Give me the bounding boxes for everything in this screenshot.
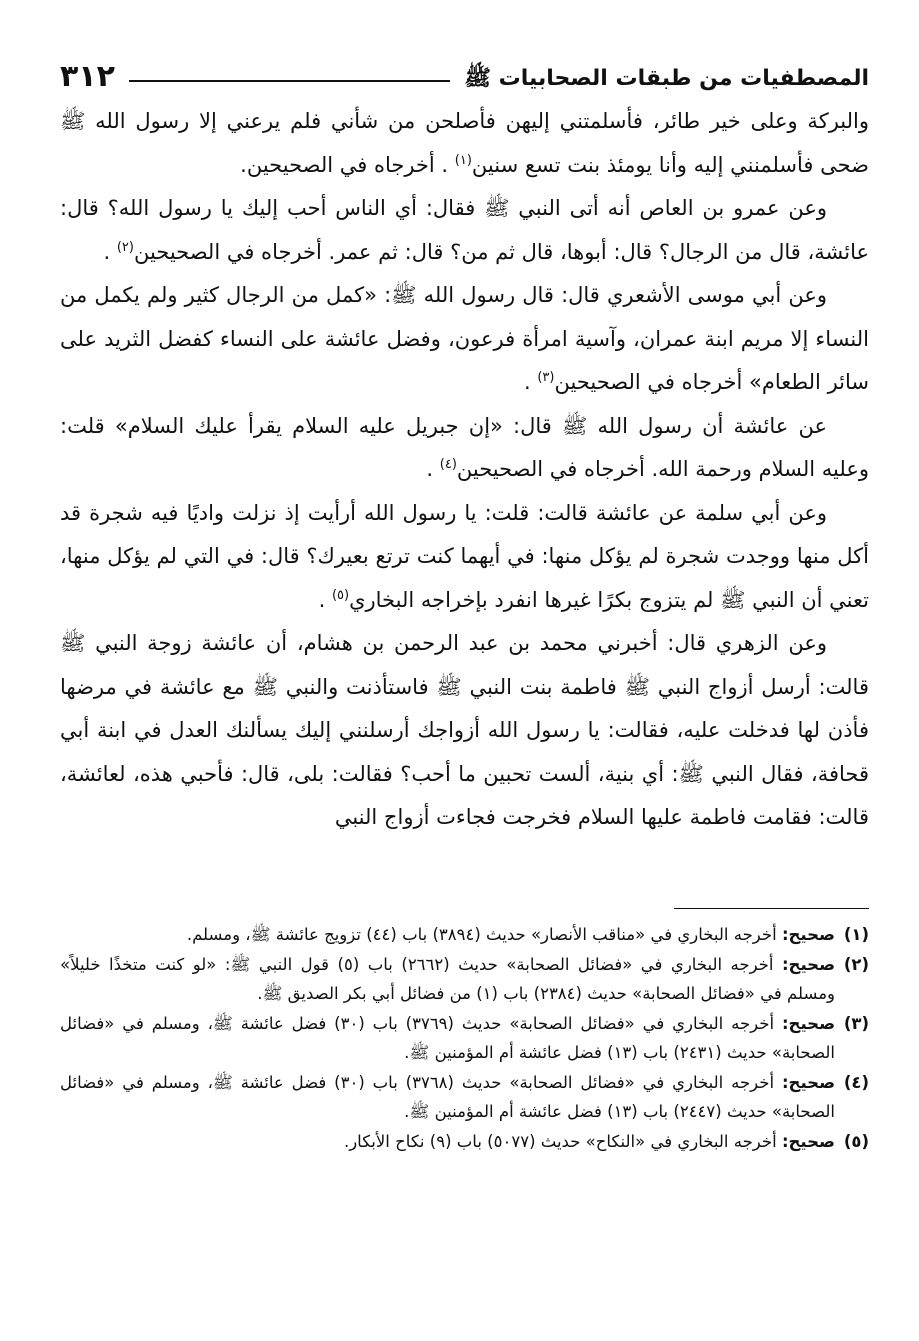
footnote-text: أخرجه البخاري في «مناقب الأنصار» حديث (٣٨٩٤) باب (٤٤) تزويج عائشة ﷺ، ومسلم. <box>186 925 777 944</box>
footnote-separator <box>674 908 869 909</box>
footnote-grade: صحيح: <box>781 1131 835 1151</box>
footnote-grade: صحيح: <box>781 1013 836 1033</box>
footnote-item <box>60 1009 869 1068</box>
footnote-item <box>60 950 869 1009</box>
footnote-number: (٣) <box>843 1013 869 1033</box>
footnote-number: (١) <box>843 925 869 944</box>
footnote-ref: (١) <box>454 152 472 168</box>
paragraph: وعن الزهري قال: أخبرني محمد بن عبد الرحمن بن هشام، أن عائشة زوجة النبي ﷺ قالت: أرسل أزواج النبي ﷺ فاطمة بنت النبي ﷺ فاستأذنت والنبي ﷺ مع عائشة في مرضها فأذن لها فدخلت عليه، فقالت: يا رسول الله أزواجك أرسلنني إليك يسألنك العدل في ابنة أبي قحافة، فقال النبي ﷺ: أي بنية، ألست تحبين ما أحب؟ فقالت: بلى، قال: فأحبي هذه، لعائشة، قالت: فقامت فاطمة عليها السلام فخرجت فجاءت أزواج النبي <box>60 631 869 829</box>
paragraph: وعن أبي موسى الأشعري قال: قال رسول الله ﷺ: «كمل من الرجال كثير ولم يكمل من النساء إلا مريم ابنة عمران، وآسية امرأة فرعون، وفضل عائشة على النساء كفضل الثريد على سائر الطعام» أخرجاه في الصحيحين$^{(٣)}$ . <box>60 283 869 394</box>
running-title: المصطفيات من طبقات الصحابيات ﷺ <box>464 66 869 91</box>
page-header <box>60 48 869 92</box>
footnote-grade: صحيح: <box>781 954 836 974</box>
footnote-ref: (٣) <box>537 370 555 385</box>
paragraph: والبركة وعلى خير طائر، فأسلمتني إليهن فأصلحن من شأني فلم يرعني إلا رسول الله ﷺ ضحى فأسلمنني إليه وأنا يومئذ بنت تسع سنين$^{(١)}$ . أخرجاه في الصحيحين. <box>60 109 869 177</box>
footnote-item <box>60 1127 869 1157</box>
page-number: ٣١٢ <box>60 59 115 94</box>
main-text <box>60 100 869 840</box>
footnote-grade: صحيح: <box>781 925 835 944</box>
footnote-item <box>60 920 869 950</box>
header-rule <box>129 80 450 82</box>
footnote-text: أخرجه البخاري في «فضائل الصحابة» حديث (٣٧٦٨) باب (٣٠) فضل عائشة ﷺ، ومسلم في «فضائل الصحابة» حديث (٢٤٤٧) باب (١٣) فضل عائشة أم المؤمنين ﷺ. <box>60 1072 835 1121</box>
footnote-grade: صحيح: <box>781 1072 836 1092</box>
paragraph: وعن عمرو بن العاص أنه أتى النبي ﷺ فقال: أي الناس أحب إليك يا رسول الله؟ قال: عائشة، قال من الرجال؟ قال: أبوها، قال ثم من؟ قال: ثم عمر. أخرجاه في الصحيحين$^{(٢)}$ . <box>60 196 869 264</box>
footnote-text: أخرجه البخاري في «فضائل الصحابة» حديث (٣٧٦٩) باب (٣٠) فضل عائشة ﷺ، ومسلم في «فضائل الصحابة» حديث (٢٤٣١) باب (١٣) فضل عائشة أم المؤمنين ﷺ. <box>60 1013 835 1062</box>
footnote-ref: (٥) <box>331 587 350 603</box>
footnote-text: أخرجه البخاري في «فضائل الصحابة» حديث (٢٦٦٢) باب (٥) قول النبي ﷺ: «لو كنت متخذًا خليلاً» ومسلم في «فضائل الصحابة» حديث (٢٣٨٤) باب (١) من فضائل أبي بكر الصديق ﷺ. <box>60 954 835 1003</box>
footnote-item <box>60 1068 869 1127</box>
footnote-text: أخرجه البخاري في «النكاح» حديث (٥٠٧٧) باب (٩) نكاح الأبكار. <box>343 1131 777 1151</box>
paragraph: وعن أبي سلمة عن عائشة قالت: قلت: يا رسول الله أرأيت إذ نزلت واديًا فيه شجرة قد أكل منها ووجدت شجرة لم يؤكل منها: في أيهما كنت ترتع بعيرك؟ قال: في التي لم يؤكل منها، تعني أن النبي ﷺ لم يتزوج بكرًا غيرها انفرد بإخراجه البخاري$^{(٥)}$ . <box>60 500 869 612</box>
paragraph: عن عائشة أن رسول الله ﷺ قال: «إن جبريل عليه السلام يقرأ عليك السلام» قلت: وعليه السلام ورحمة الله. أخرجاه في الصحيحين$^{(٤)}$ . <box>60 413 869 481</box>
footnote-number: (٥) <box>843 1131 869 1151</box>
footnote-number: (٢) <box>843 954 869 974</box>
footnotes <box>60 920 869 1156</box>
footnote-number: (٤) <box>843 1072 869 1092</box>
footnote-ref: (٤) <box>439 457 457 472</box>
footnote-ref: (٢) <box>116 239 134 255</box>
